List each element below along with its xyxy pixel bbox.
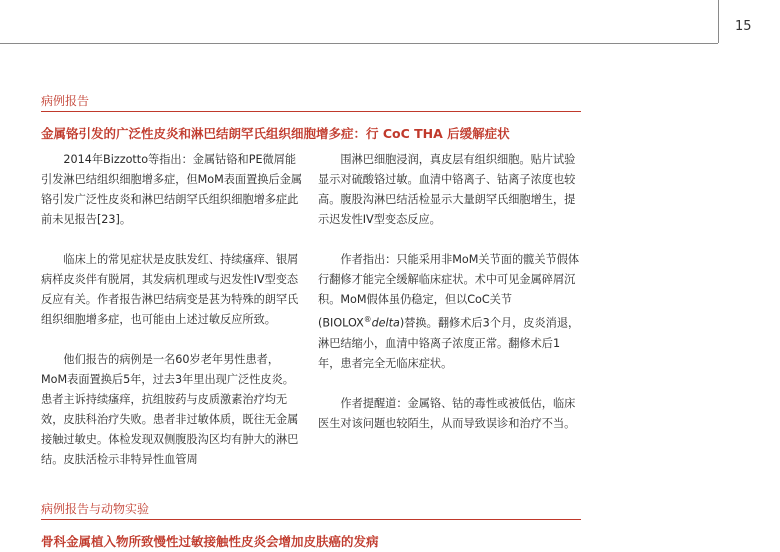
body-paragraph: 作者提醒道：金属铬、钴的毒性或被低估，临床医生对该问题也较陌生，从而导致误诊和治疗不当。: [318, 396, 576, 430]
right-column: [318, 150, 581, 434]
left-column: [41, 150, 304, 470]
body-paragraph: 2014年Bizzotto等指出：金属钴铬和PE微屑能引发淋巴结组织细胞增多症，但MoM表面置换后金属铬引发广泛性皮炎和淋巴结朗罕氏组织细胞增多症此前未见报告[23]。: [41, 153, 303, 226]
section-rule: [41, 111, 581, 112]
text-span: )替换。翻修术后3个月，皮炎消退，淋巴结缩小，血清中铬离子浓度正常。翻修术后1年，患者完全无临床症状。: [318, 316, 580, 370]
section-label-case-animal: 病例报告与动物实验: [41, 502, 150, 516]
body-paragraph: 围淋巴细胞浸润，真皮层有组织细胞。贴片试验显示对硫酸铬过敏。血清中铬离子、钴离子浓度也较高。腹股沟淋巴结活检显示大量朗罕氏细胞增生，提示迟发性IV型变态反应。: [318, 153, 576, 226]
product-name-italic: delta: [371, 316, 400, 330]
text-span: 作者指出：只能采用非MoM关节面的髋关节假体行翻修才能完全缓解临床症状。术中可见金属碎屑沉积。MoM假体虽仍稳定，但以CoC关节(BIOLOX: [318, 253, 580, 330]
registered-mark: ®: [363, 315, 372, 324]
body-paragraph: 临床上的常见症状是皮肤发红、持续瘙痒、银屑病样皮炎伴有脱屑，其发病机理或与迟发性IV型变态反应有关。作者报告淋巴结病变是甚为特殊的朗罕氏组织细胞增多症，也可能由上述过敏反应所致。: [41, 253, 299, 326]
article-title: 骨科金属植入物所致慢性过敏接触性皮炎会增加皮肤癌的发病: [41, 534, 379, 549]
header-divider: [718, 0, 719, 43]
body-paragraph: 他们报告的病例是一名60岁老年男性患者，MoM表面置换后5年，过去3年里出现广泛性皮炎。患者主诉持续瘙痒，抗组胺药与皮质激素治疗均无效，皮肤科治疗失败。患者非过敏体质，既往无金属接触过敏史。体检发现双侧腹股沟区均有肿大的淋巴结。皮肤活检示非特异性血管周: [41, 353, 299, 466]
page-number: 15: [735, 19, 752, 34]
body-paragraph: [318, 250, 581, 374]
header-rule: [0, 43, 718, 44]
section-label-case-report: 病例报告: [41, 94, 90, 108]
article-title: 金属铬引发的广泛性皮炎和淋巴结朗罕氏组织细胞增多症：行 CoC THA 后缓解症状: [41, 126, 510, 141]
section-rule: [41, 519, 581, 520]
